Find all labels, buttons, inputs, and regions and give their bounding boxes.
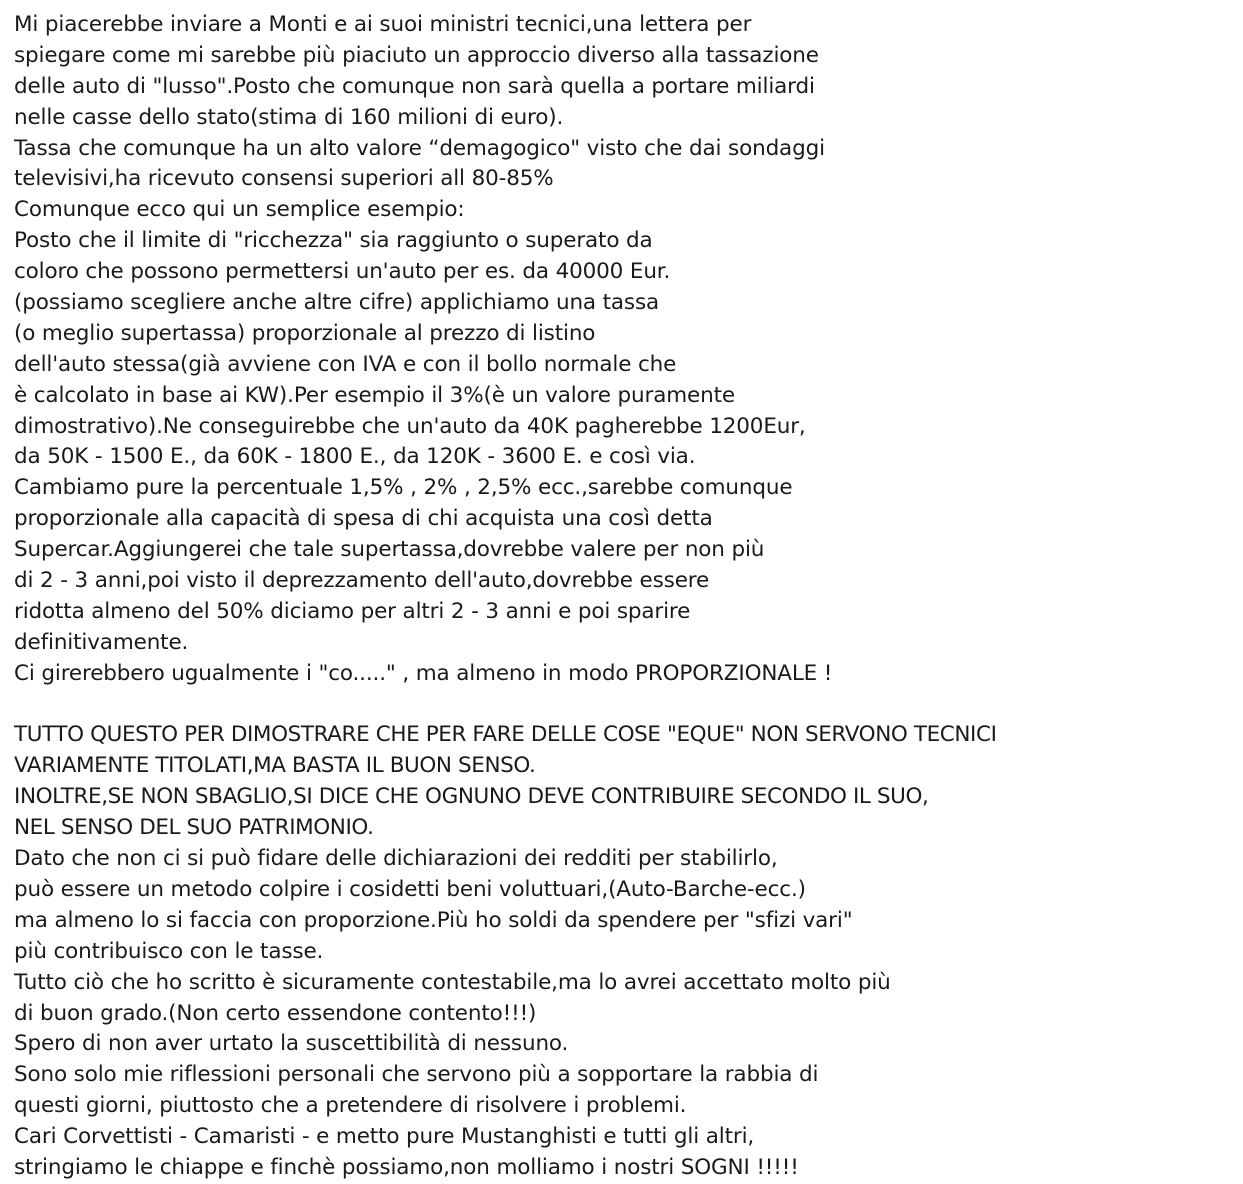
text-line: dell'auto stessa(già avviene con IVA e con il bollo normale che [14,351,677,377]
text-line: Supercar.Aggiungerei che tale supertassa,dovrebbe valere per non più [14,537,765,563]
text-line: proporzionale alla capacità di spesa di chi acquista una così detta [14,506,713,532]
text-line: è calcolato in base ai KW).Per esempio il 3%(è un valore puramente [14,382,735,408]
text-line: Cambiamo pure la percentuale 1,5% , 2% , 2,5% ecc.,sarebbe comunque [14,475,793,501]
text-line: (possiamo scegliere anche altre cifre) applichiamo una tassa [14,290,660,316]
text-line: Ci girerebbero ugualmente i "co....." , ma almeno in modo PROPORZIONALE ! [14,660,833,686]
text-line: nelle casse dello stato(stima di 160 milioni di euro). [14,104,564,130]
text-line: ridotta almeno del 50% diciamo per altri 2 - 3 anni e poi sparire [14,598,691,624]
paragraph-2 [14,720,1239,1183]
text-line: Posto che il limite di "ricchezza" sia raggiunto o superato da [14,228,653,254]
text-line: questi giorni, piuttosto che a pretendere di risolvere i problemi. [14,1093,687,1119]
text-line: Tutto ciò che ho scritto è sicuramente contestabile,ma lo avrei accettato molto più [14,969,891,995]
paragraph-spacer [14,690,1239,721]
text-line: Dato che non ci si può fidare delle dichiarazioni dei redditi per stabilirlo, [14,846,778,872]
text-line: coloro che possono permettersi un'auto per es. da 40000 Eur. [14,259,671,285]
text-line: spiegare come mi sarebbe più piaciuto un approccio diverso alla tassazione [14,42,819,68]
text-line: stringiamo le chiappe e finchè possiamo,non molliamo i nostri SOGNI !!!!! [14,1154,799,1180]
paragraph-1 [14,10,1239,690]
text-line: può essere un metodo colpire i cosidetti beni voluttuari,(Auto-Barche-ecc.) [14,876,806,902]
text-line: Tassa che comunque ha un alto valore “demagogico" visto che dai sondaggi [14,135,825,161]
text-line: Cari Corvettisti - Camaristi - e metto pure Mustanghisti e tutti gli altri, [14,1124,755,1150]
text-line: INOLTRE,SE NON SBAGLIO,SI DICE CHE OGNUNO DEVE CONTRIBUIRE SECONDO IL SUO, [14,784,929,810]
text-line: televisivi,ha ricevuto consensi superiori all 80-85% [14,166,554,192]
text-line: ma almeno lo si faccia con proporzione.Più ho soldi da spendere per "sfizi vari" [14,907,853,933]
text-line: dimostrativo).Ne conseguirebbe che un'auto da 40K pagherebbe 1200Eur, [14,413,806,439]
text-line: più contribuisco con le tasse. [14,938,324,964]
text-line: VARIAMENTE TITOLATI,MA BASTA IL BUON SENSO. [14,753,536,779]
text-line: Spero di non aver urtato la suscettibilità di nessuno. [14,1031,569,1057]
text-line: di 2 - 3 anni,poi visto il deprezzamento dell'auto,dovrebbe essere [14,568,710,594]
text-line: definitivamente. [14,629,189,655]
text-line: (o meglio supertassa) proporzionale al prezzo di listino [14,320,596,346]
text-line: Comunque ecco qui un semplice esempio: [14,197,465,223]
text-line: di buon grado.(Non certo essendone contento!!!) [14,1000,537,1026]
text-line: NEL SENSO DEL SUO PATRIMONIO. [14,815,374,841]
text-line: TUTTO QUESTO PER DIMOSTRARE CHE PER FARE DELLE COSE "EQUE" NON SERVONO TECNICI [14,722,997,748]
text-line: delle auto di "lusso".Posto che comunque non sarà quella a portare miliardi [14,73,815,99]
letter-body [14,10,1239,1184]
text-line: Mi piacerebbe inviare a Monti e ai suoi ministri tecnici,una lettera per [14,12,752,37]
text-line: da 50K - 1500 E., da 60K - 1800 E., da 120K - 3600 E. e così via. [14,444,696,470]
text-line: Sono solo mie riflessioni personali che servono più a sopportare la rabbia di [14,1062,819,1088]
